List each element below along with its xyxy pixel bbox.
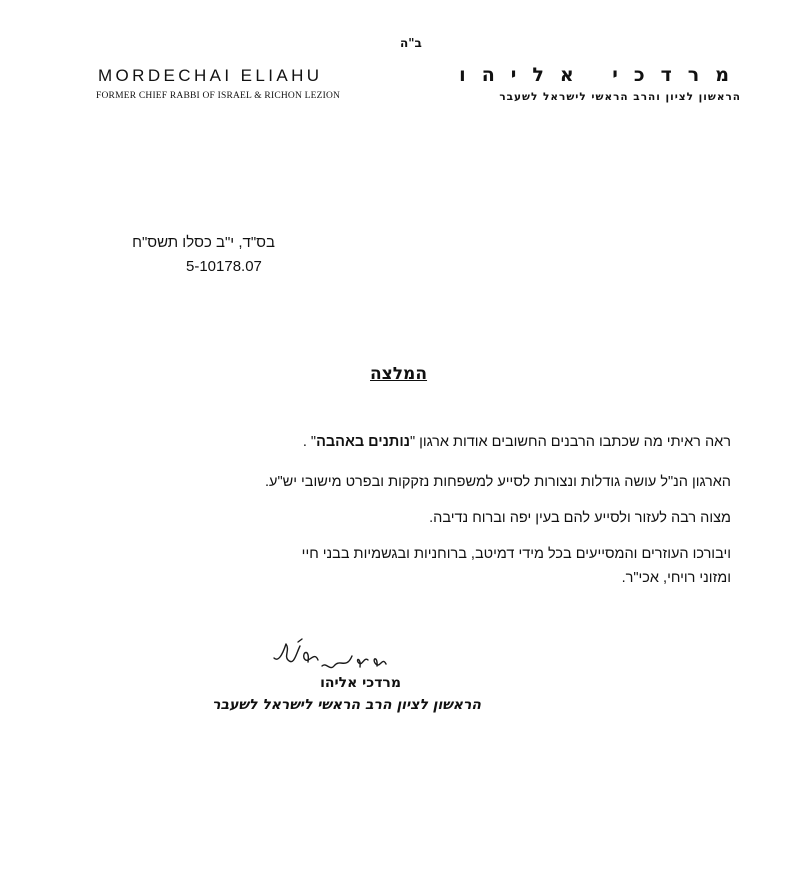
signatory-name: מרדכי אליהו — [320, 675, 401, 691]
signature-stroke-3 — [322, 656, 352, 668]
bh-header-mark: ב"ה — [400, 36, 422, 50]
paragraph-1-text-after: " . — [302, 434, 317, 450]
letter-date: בס"ד, י"ב כסלו תשס"ח — [132, 234, 275, 251]
signature-stroke-6 — [298, 639, 302, 642]
letter-heading: המלצה — [370, 364, 428, 384]
paragraph-4-line-2: ומזוני רויחי, אכי"ר. — [621, 570, 731, 586]
letterhead-title-english: FORMER CHIEF RABBI OF ISRAEL & RICHON LEZION — [96, 91, 341, 101]
paragraph-1-text-before: ראה ראיתי מה שכתבו הרבנים החשובים אודות ארגון " — [409, 434, 731, 450]
letterhead-name-hebrew: מרדכי אליהו — [459, 64, 745, 86]
signature-stroke-2 — [358, 659, 368, 667]
body-paragraph-2: הארגון הנ"ל עושה גודלות ונצורות לסייע למשפחות נזקקות ובפרט מישובי יש"ע. — [265, 474, 731, 490]
signature-stroke-5 — [274, 644, 300, 662]
reference-number: 5-10178.07 — [186, 258, 262, 275]
body-paragraph-3: מצוה רבה לעזור ולסייע להם בעין יפה וברוח נדיבה. — [429, 510, 731, 526]
body-paragraph-1 — [303, 434, 731, 450]
letterhead-name-english: MORDECHAI ELIAHU — [98, 66, 323, 85]
paragraph-4-line-1: ויבורכו העוזרים והמסייעים בכל מידי דמיטב, ברוחניות ובגשמיות בבני חיי — [301, 546, 731, 562]
organization-name: נותנים באהבה — [316, 434, 410, 450]
signature-stroke-1 — [374, 659, 386, 666]
letterhead-title-hebrew: הראשון לציון והרב הראשי לישראל לשעבר — [499, 91, 741, 103]
body-paragraph-4 — [302, 542, 731, 590]
signature-stroke-4 — [304, 653, 318, 663]
handwritten-signature — [268, 636, 398, 678]
signatory-title: הראשון לציון הרב הראשי לישראל לשעבר — [212, 697, 481, 713]
